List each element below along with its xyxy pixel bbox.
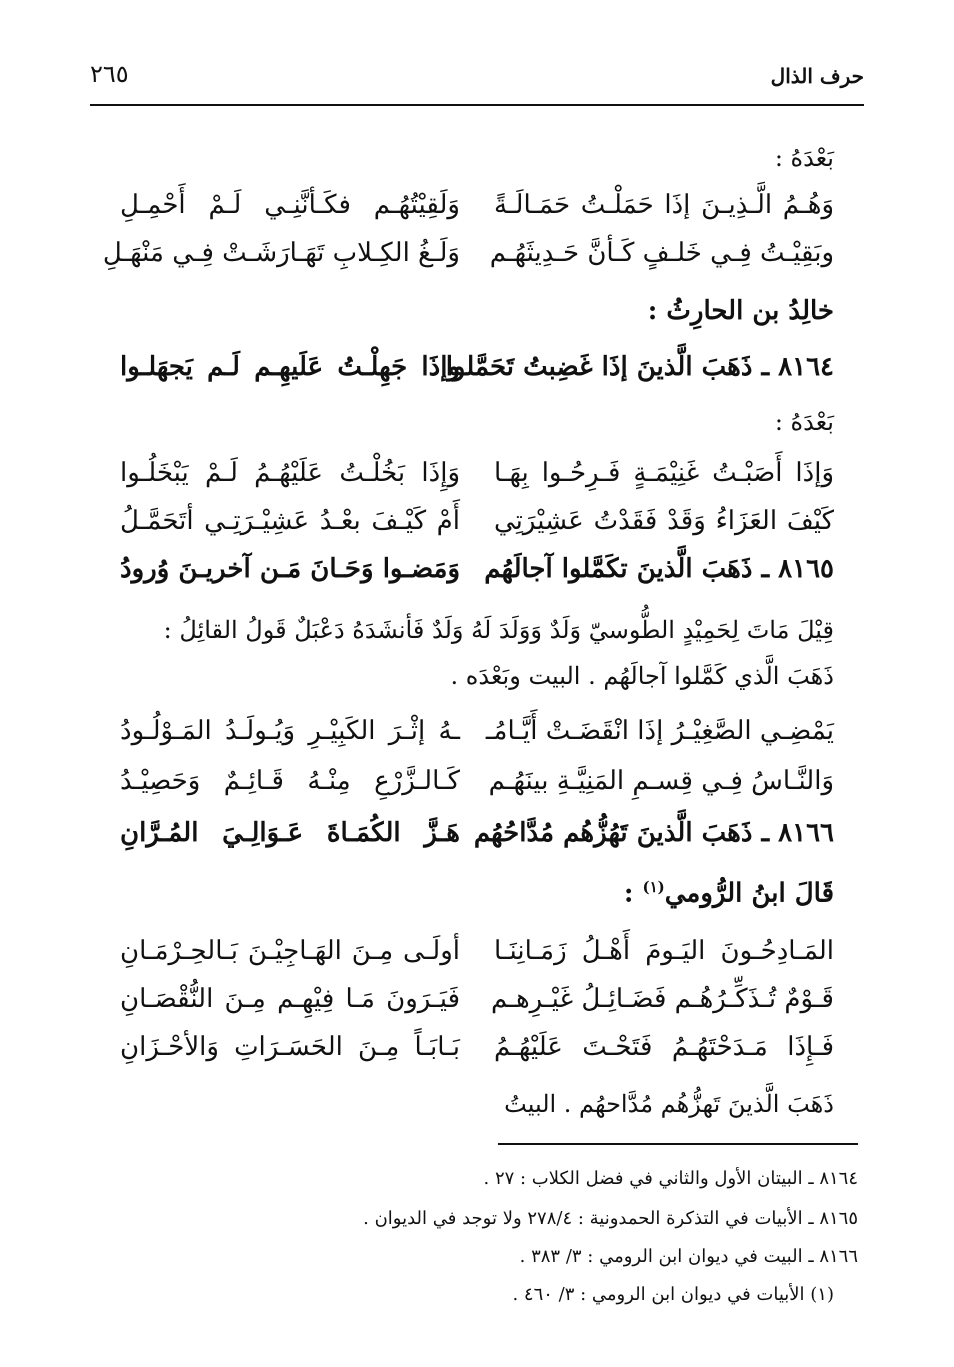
verse-first-hemistich: ٨١٦٤ ـ ذَهَبَ الَّذينَ إذَا غَضِبتُ تَحَمَّلوا xyxy=(445,352,834,382)
footnote: (١) الأبيات في ديوان ابن الرومي : ٣/ ٤٦٠ . xyxy=(512,1284,834,1305)
footnote: ٨١٦٦ ـ البيت في ديوان ابن الرومي : ٣/ ٣٨٣ . xyxy=(519,1246,858,1267)
after-label: بَعْدَهُ : xyxy=(774,408,834,436)
prose-line: ذَهَبَ الَّذي كَمَّلوا آجالَهُم . البيت وبَعْدَه . xyxy=(450,662,834,690)
poet-heading: خالِدُ بن الحارِثُ : xyxy=(647,296,834,326)
page-number: ٢٦٥ xyxy=(90,60,129,88)
footnote: ٨١٦٤ ـ البيتان الأول والثاني في فضل الكلاب : ٢٧ . xyxy=(483,1168,858,1189)
prose-line: قِيْلَ مَاتَ لِحَمِيْدٍ الطُّوسيّ وَلَدٌ وَوَلَدَ لَهُ وَلَدٌ فَأنشَدَهُ دَعْبَلٌ قَولُ القائِلُ : xyxy=(163,616,834,644)
verse-second-hemistich: وَلَقِيْتُهُـم فكَـأنَّنِـي لَـمْ أَحْمِـلِ xyxy=(120,190,460,220)
footnote-rule xyxy=(498,1143,858,1145)
verse-first-hemistich: وبَقِيْـتُ فِـي خَلـفٍ كَـأنَّ حَـدِيثَهُـم xyxy=(489,238,834,268)
verse-line xyxy=(120,190,834,234)
verse-first-hemistich: يَمْضِـي الصَّغِيْـرُ إذَا انْقَضَـتْ أَيَّـامُـ xyxy=(485,716,834,746)
chapter-title: حرف الذال xyxy=(770,64,864,88)
header-rule xyxy=(90,104,864,106)
verse-line-numbered xyxy=(120,554,834,598)
verse-second-hemistich: كَـالـزَّرْعِ مِنْـهُ قَـائِـمٌ وَحَصِيْـدُ xyxy=(120,766,460,796)
verse-first-hemistich: وَإذَا أَصَبْـتُ غَنِيْمَـةٍ فَـرِحُـوا بِهَـا xyxy=(494,458,834,488)
verse-line xyxy=(120,936,834,980)
verse-first-hemistich: قَـوْمٌ تُـذَكِّـرُهُـم فَضَـائِـلُ غَيْـرِهـم xyxy=(491,984,834,1014)
verse-second-hemistich: أَمْ كَيْـفَ بعْـدُ عَشِيْـرَتِـي أتَحَمَّـلُ xyxy=(120,506,460,536)
verse-second-hemistich: وإذَا جَهِلْـتُ عَلَيهِـم لَـم يَجهَلـوا xyxy=(120,352,460,382)
verse-line-numbered xyxy=(120,352,834,396)
verse-first-hemistich: المَـادِحُـونَ اليَـومَ أَهْـلُ زَمَـانِنَـا xyxy=(494,936,834,966)
page-header xyxy=(90,58,864,98)
poet-heading xyxy=(624,878,834,909)
verse-line xyxy=(120,984,834,1028)
verse-line xyxy=(120,1032,834,1076)
verse-line xyxy=(120,506,834,550)
footnote-marker: (١) xyxy=(642,878,665,896)
prose-line: ذَهَبَ الَّذينَ تَهزُّهُم مُدَّاحهُم . البيتُ xyxy=(504,1090,834,1118)
verse-second-hemistich: فَيَـرَونَ مَـا فِيْهِـم مِـنَ النُّقْصَـانِ xyxy=(120,984,460,1014)
verse-line xyxy=(120,458,834,502)
verse-second-hemistich: ـهُ إثْـرَ الكَبِيْـرِ وَيُـولَـدُ المَـوْلُـودُ xyxy=(120,716,460,746)
verse-first-hemistich: وَالنَّـاسُ فِـي قِسـمِ المَنِيَّـةِ بينَهُـم xyxy=(488,766,834,796)
verse-first-hemistich: ٨١٦٦ ـ ذَهَبَ الَّذينَ تَهُزُّهُم مُدَّاحُهُم xyxy=(473,818,834,848)
poet-colon: : xyxy=(623,878,643,909)
verse-first-hemistich: فَـإِذَا مَـدَحْتَهُـمُ فَتَحْـتَ عَلَيْهُـمُ xyxy=(494,1032,834,1062)
verse-first-hemistich: ٨١٦٥ ـ ذَهَبَ الَّذينَ تكَمَّلوا آجالَهُم xyxy=(484,554,834,584)
verse-second-hemistich: وَمَضـوا وَحَـانَ مَـن آخريـنَ وُرودُ xyxy=(120,554,460,584)
verse-second-hemistich: أولَـى مِـنَ الهَـاجِيْـنَ بَـالحِـرْمَـانِ xyxy=(120,936,460,966)
verse-first-hemistich: كَيْفَ العَزَاءُ وَقَدْ فَقَدْتُ عَشِيْرَتِي xyxy=(494,506,834,536)
verse-second-hemistich: بَـابَـاً مِـنَ الحَسَـرَاتِ وَالأحْـزَانِ xyxy=(120,1032,460,1062)
verse-second-hemistich: هَـزَّ الكُمَـاةَ عَـوَالِـيَ المُـرَّانِ xyxy=(120,818,460,848)
after-label: بَعْدَهُ : xyxy=(774,144,834,172)
verse-line xyxy=(102,238,834,282)
verse-first-hemistich: وَهُـمُ الَّـذِيـنَ إذَا حَمَلْـتُ حَمَـالَـةً xyxy=(494,190,834,220)
footnote: ٨١٦٥ ـ الأبيات في التذكرة الحمدونية : ٢٧٨/٤ ولا توجد في الديوان . xyxy=(363,1208,858,1229)
poet-name: قَالَ ابنُ الرُّومي xyxy=(664,878,834,909)
verse-line-numbered xyxy=(120,818,834,862)
verse-second-hemistich: وَإِذَا بَخُلْـتُ عَلَيْهُـمُ لَـمْ يَبْخَلُـوا xyxy=(120,458,460,488)
verse-line xyxy=(120,766,834,810)
verse-line xyxy=(120,716,834,760)
verse-second-hemistich: وَلَـغُ الكِـلابِ تَهَـارَشَـتْ فِـي مَنْهَـلِ xyxy=(102,238,460,268)
